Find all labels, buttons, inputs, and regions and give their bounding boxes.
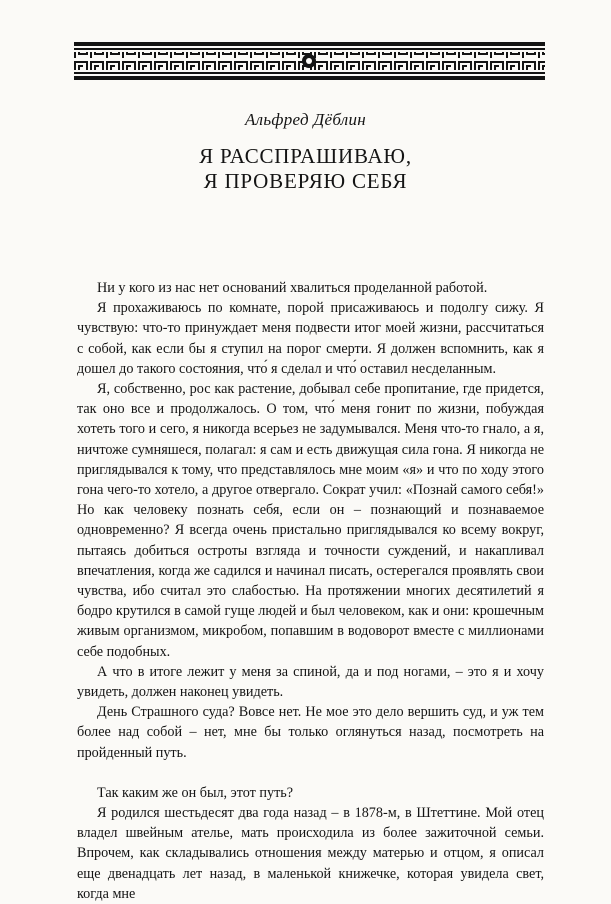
paragraph: Ни у кого из нас нет оснований хвалиться проделанной работой. [97,280,488,296]
body-text [77,278,544,904]
page-title [0,144,611,194]
title-line-1: Я РАССПРАШИВАЮ, [199,144,412,168]
paragraph: Так каким же он был, этот путь? [97,784,294,801]
paragraph: Я родился шестьдесят два года назад – в 1878-м, в Штеттине. Мой отец владел швейным ателье, мать происходила из более зажиточной семьи. Впрочем, как складывались отношения между матерью и отцом, я описал еще двенадцать лет назад, в маленькой книжечке, которая увидела свет, когда мне [77,805,544,902]
title-line-2: Я ПРОВЕРЯЮ СЕБЯ [203,169,408,193]
paragraph: А что в итоге лежит у меня за спиной, да и под ногами, – это я и хочу увидеть, должен наконец увидеть. [77,663,544,701]
meander-border-icon [74,42,545,80]
paragraph: Я прохаживаюсь по комнате, порой присаживаюсь и подолгу сижу. Я чувствую: что-то принуждает меня подвести итог моей жизни, рассчитаться с собой, как если бы я ступил на порог смерти. Я должен вспомнить, как я дошел до такого состояния, что́ я сделал и что́ оставил несделанным. [77,300,544,377]
author-name: Альфред Дёблин [244,110,367,129]
paragraph: Я, собственно, рос как растение, добывал себе пропитание, где придется, так оно все и продолжалось. О том, что́ меня гонит по жизни, побуждая хотеть того и сего, я никогда всерьез не задумывался. Меня что-то гнало, а я, ничтоже сумняшеся, полагал: я сам и есть движущая сила гона. Я никогда не приглядывался к тому, что представлялось мне моим «я» и что по ходу этого гона чего-то хотело, а другое отвергало. Сократ учил: «Познай самого себя!» Но как человеку познать себя, если он – познающий и познаваемое одновременно? Я всегда очень пристально приглядывался ко всему вокруг, пытаясь добиться остроты взгляда и точности суждений, и накапливал впечатления, когда же садился и начинал писать, остерегался проявлять свои чувства, ибо считал это слабостью. На протяжении многих десятилетий я бодро крутился в самой гуще людей и был человеком, как и они: крошечным живым организмом, микробом, попавшим в водоворот вместе с миллионами себе подобных. [77,381,544,660]
paragraph: День Страшного суда? Вовсе нет. Не мое это дело вершить суд, и уж тем более над собой – нет, мне бы только оглянуться назад, посмотреть на пройденный путь. [77,704,544,761]
